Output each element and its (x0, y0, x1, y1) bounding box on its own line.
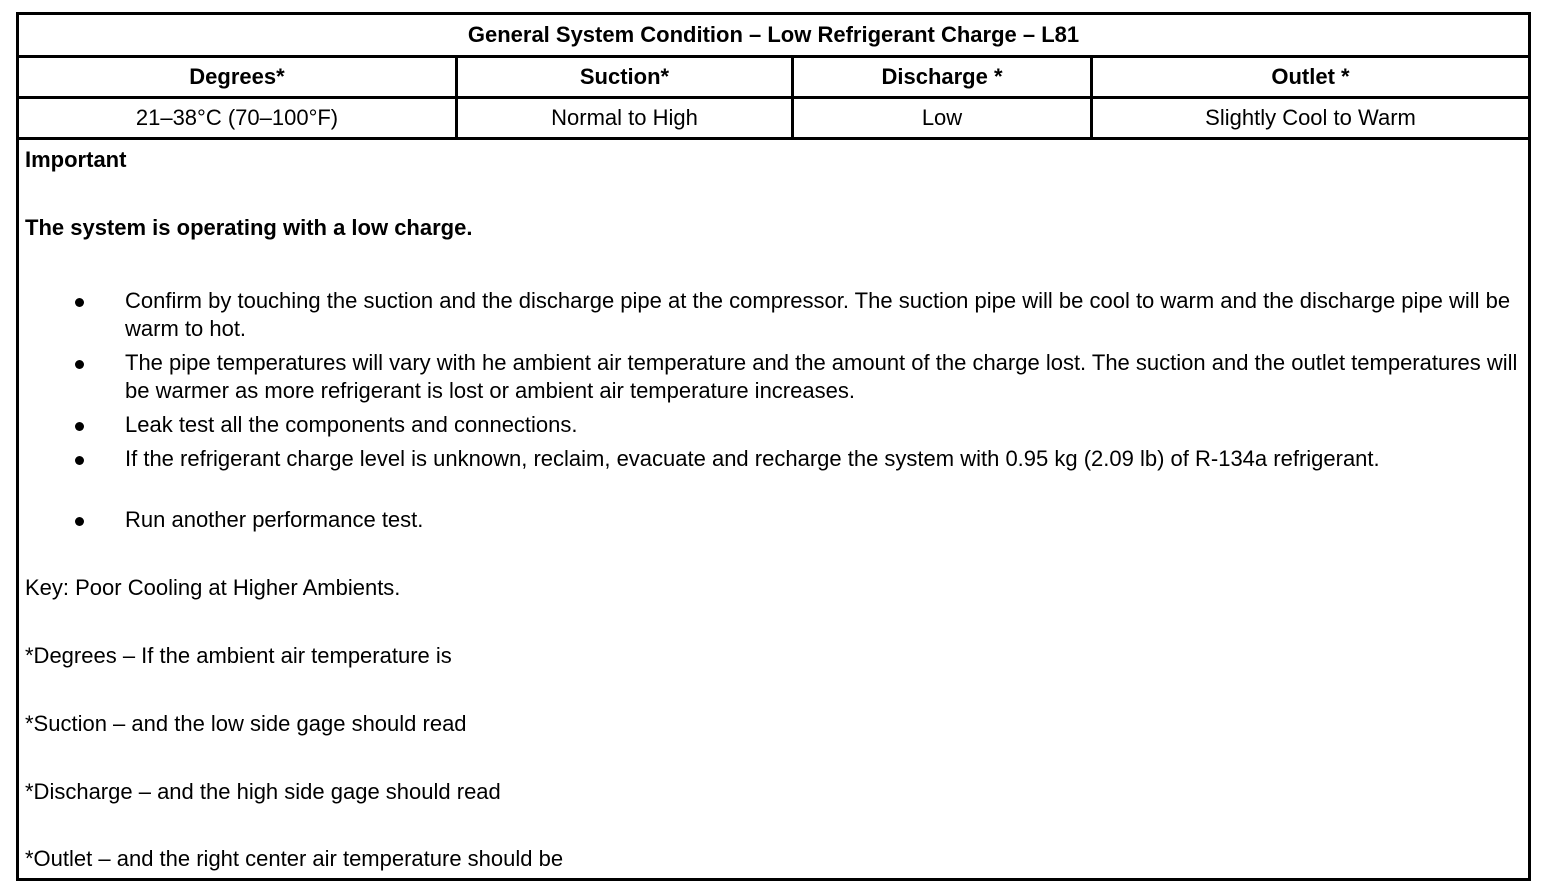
list-item-text: Confirm by touching the suction and the discharge pipe at the compressor. The suction pipe will be cool to warm and the discharge pipe will be warm to hot. (125, 288, 1511, 341)
value-outlet: Slightly Cool to Warm (1090, 99, 1528, 137)
bullet-icon (75, 298, 84, 307)
important-text: The system is operating with a low charge. (25, 215, 473, 240)
key-text: Key: Poor Cooling at Higher Ambients. (25, 575, 401, 600)
important-label: Important (25, 147, 127, 172)
note-outlet: *Outlet – and the right center air temperature should be (25, 846, 564, 871)
header-degrees: Degrees* (189, 64, 285, 89)
list-item-text: If the refrigerant charge level is unknown, reclaim, evacuate and recharge the system with 0.95 kg (2.09 lb) of R-134a refrigerant. (125, 446, 1380, 471)
header-row (19, 58, 1528, 99)
header-outlet: Outlet * (1090, 58, 1528, 96)
header-suction: Suction* (455, 58, 791, 96)
table-title: General System Condition – Low Refrigerant Charge – L81 (19, 15, 1528, 58)
note-degrees: *Degrees – If the ambient air temperature is (25, 643, 452, 668)
condition-table (16, 12, 1531, 881)
value-suction: Normal to High (455, 99, 791, 137)
notes-area (25, 140, 1518, 878)
value-degrees: 21–38°C (70–100°F) (135, 105, 339, 130)
bullet-icon (75, 422, 84, 431)
note-suction: *Suction – and the low side gage should read (25, 711, 467, 736)
list-item-text: Leak test all the components and connections. (125, 412, 578, 437)
value-discharge: Low (791, 99, 1090, 137)
value-row (19, 99, 1528, 140)
bullet-icon (75, 517, 84, 526)
bullet-icon (75, 456, 84, 465)
bullet-icon (75, 360, 84, 369)
list-item-text: The pipe temperatures will vary with he ambient air temperature and the amount of the charge lost. The suction and the outlet temperatures will be warmer as more refrigerant is lost or ambient air temperature increases. (125, 350, 1518, 403)
note-discharge: *Discharge – and the high side gage should read (25, 779, 501, 804)
list-item-text: Run another performance test. (125, 507, 424, 532)
header-discharge: Discharge * (791, 58, 1090, 96)
